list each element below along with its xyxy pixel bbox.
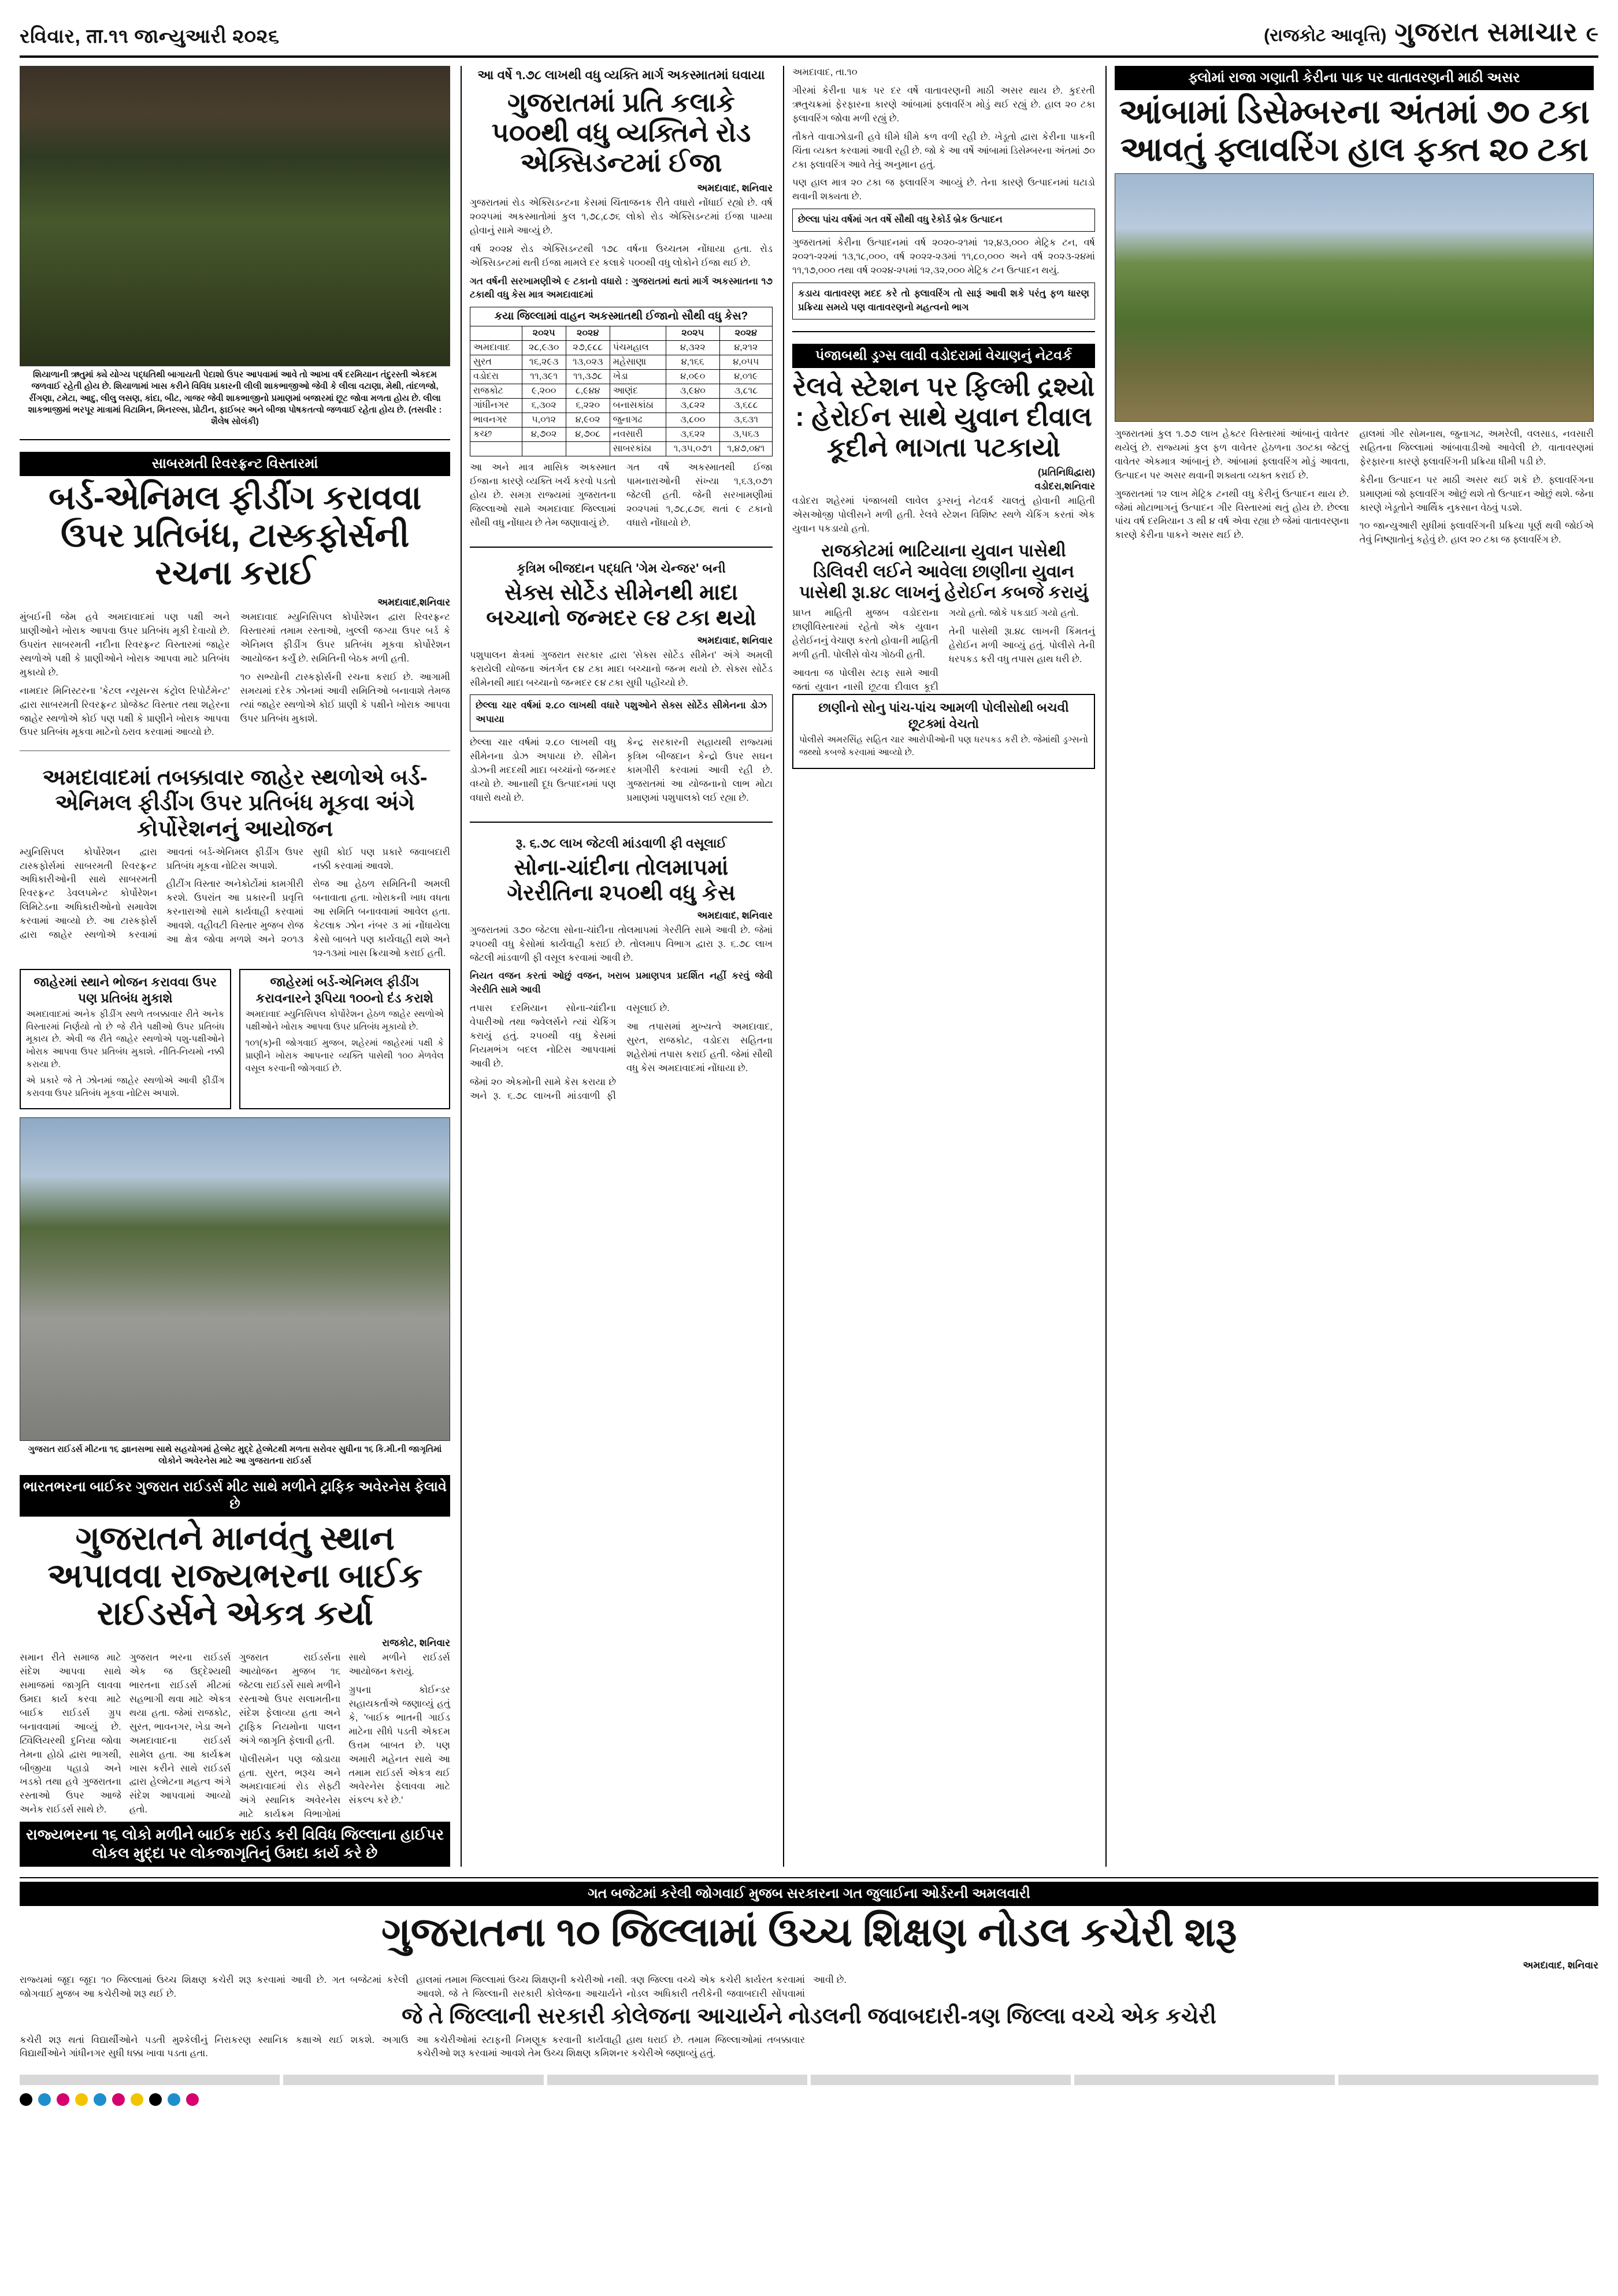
cell: સાબરકાંઠા [610,442,666,456]
cell: મહેસાણા [610,355,666,370]
article-subhead: છેલ્લા પાંચ વર્ષમાં ગત વર્ષે સૌથી વધુ રેકોર્ડ બ્રેક ઉત્પાદન [798,214,1003,225]
article-dateline: વડોદરા,શનિવાર [1034,481,1095,492]
col-header: ૨૦૨૪ [566,326,610,341]
article-footer-band: રાજ્યભરના ૧૬ લોકો મળીને બાઈક રાઈડ કરી વિવિધ જિલ્લાના હાઈપર લોકલ મુદ્દા પર લોકજાગૃતિનું ઉમદા કાર્ય કરે છે [20,1822,450,1867]
article-paragraph: વડોદરા શહેરમાં પંજાબથી લાવેલ ડ્રગ્સનું નેટવર્ક ચાલતું હોવાની માહિતી એસઓજી પોલીસને મળી હતી. રેલવે સ્ટેશન વિશિષ્ટ સ્થળે ચેકિંગ કરતાં એક યુવાન પકડાયો હતો. [792,496,1095,534]
article-paragraph: પ્રાપ્ત માહિતી મુજબ વડોદરાના છાણીવિસ્તારમાં રહેતો એક યુવાન હેરોઈનનું વેચાણ કરતો હોવાની માહિતી મળી હતી. પોલીસે વોચ ગોઠવી હતી. [792,607,938,660]
page-number: ૯ [1586,22,1598,46]
mango-highlight-box [792,209,1095,232]
article-paragraph: ગુજરાતમાં ૩૭૦ જેટલા સોના-ચાંદીના તોલમાપમાં ગેરરીતિ સામે આવી છે. જેમાં ૨૫૦થી વધુ કેસોમાં કાર્યવાહી કરાઈ છે. તોલમાપ વિભાગ દ્વારા રૂ. ૬.૭૮ લાખ જેટલી માંડવાળી ફી વસૂલ કરવામાં આવી છે. [470,924,773,963]
table-row [470,370,773,384]
article-paragraph: ગુજરાતમાં ૧૨ લાખ મેટ્રિક ટનથી વધુ કેરીનું ઉત્પાદન થાય છે. જેમાં મોટાભાગનું ઉત્પાદન ગીર વિસ્તારમાં થતું હોય છે. છેલ્લા પાંચ વર્ષ દરમિયાન ૩ થી ૪ વર્ષ એવા રહ્યા છે જેમાં વાતાવરણના કારણે કેરીના પાકને અસર થઈ છે. [1115,488,1349,541]
col-header: ૨૦૨૪ [719,326,772,341]
cell: ૩,૬૨૨ [666,428,719,442]
riders-photo-block [20,1117,450,1467]
strip-segment [20,2075,280,2085]
vegetable-market-photo [20,66,450,366]
cell: ૬,૩૦૨ [522,399,566,413]
cell: ૪,૨૧૨ [719,341,772,355]
accident-table [470,326,773,456]
column-3 [783,66,1095,1867]
article-byline: અમદાવાદ,શનિવાર [377,597,450,608]
sidebox-title: જાહેરમાં સ્થાને ભોજન કરાવવા ઉપર પણ પ્રતિબંધ મુકાશે [34,975,217,1005]
article-kicker: કૃત્રિમ બીજદાન પદ્ધતિ 'ગેમ ચેન્જર' બની [517,560,726,575]
cell: ૧૧,૩૭૮ [566,370,610,384]
article-paragraph: સમાન રીતે સમાજ માટે સંદેશ આપવા સાથે સમાજમાં જાગૃતિ લાવવા ઉમદા કાર્ય કરવા માટે બાઈક રાઈડર્સ ગ્રુપ બનાવવામાં આવ્યું છે. ટ્વિલિયરથી દુનિયા જોવા તેમના હોઠો દ્વારા ભાગથી, બીજીયા પહાડો અને ખડકો તથા હવે ગુજરાતના રસ્તાઓ ઉપર આજે અનેક રાઈડર્સ સાથે છે. [20,1652,121,1815]
sidebox-title: જાહેરમાં બર્ડ-એનિમલ ફીડીંગ કરાવનારને રૂપિયા ૧૦૦નો દંડ કરાશે [255,975,433,1005]
column-4 [1105,66,1594,1867]
article-headline: સેક્સ સોર્ટેડ સીમેનથી માદા બચ્ચાનો જન્મદર ૯૪ ટકા થયો [486,580,756,630]
article-paragraph: ગુજરાત રાઈડર્સના આયોજન મુજબ ૧૬ જેટલા રાઈડર્સે સાથે મળીને રસ્તાઓ ઉપર સલામતીના સંદેશ ફેલાવ્યા હતા અને ટ્રાફિક નિયમોના પાલન અંગે જાગૃતિ ફેલાવી હતી. [239,1652,341,1746]
cell: ૩,૮૧૮ [719,384,772,399]
article-paragraph: ગત વર્ષે અકસ્માતથી ઈજા પામનારાઓની સંખ્યા ૧,૬૩,૦૭૧ જેટલી હતી. જેની સરખામણીમાં ૨૦૨૫માં ૧,૭૮,૮૭૬ થતાં ૯ ટકાનો વધારો નોંધાયો છે. [626,462,773,529]
cell [566,442,610,456]
heroin-sub-box [792,694,1095,768]
cell: ૩,૯૪૦ [666,384,719,399]
article-headline: બર્ડ-એનિમલ ફીડીંગ કરાવવા ઉપર પ્રતિબંધ, ટાસ્કફોર્સની રચના કરાઈ [49,479,421,592]
article-paragraph: વર્ષ ૨૦૨૪ રોડ એક્સિડન્ટથી ૧૭૮ વર્ષના ઉચ્ચતમ નોંધાયા હતા. રોડ એક્સિડન્ટમાં થતી ઈજા મામલે દર કલાકે ૫૦૦થી વધુ લોકોને ઈજા થઈ છે. [470,243,773,268]
article-mango-flowering-continued [792,66,1095,319]
cell: નવસારી [610,428,666,442]
cell: આણંદ [610,384,666,399]
article-paragraph: ગ્રુપના કોઈન્ડર સહાયકર્તાએ જણાવ્યું હતું કે, 'બાઈક ભાતની ગાઈડ માટેના સીધે પડતી એકદમ ઉત્તમ બાબત છે. પણ અમારી મહેનત સાથે આ તમામ રાઈડર્સ એકત્ર થઈ અવેરનેસ ફેલાવવા માટે સંકલ્પ કરે છે.' [348,1685,450,1806]
cell: ૪,૭૦૮ [566,428,610,442]
sidebox-paragraph: અમદાવાદ મ્યુનિસિપલ કોર્પોરેશન હેઠળ જાહેર સ્થળોએ પક્ષીઓને ખોરાક આપવા ઉપર પ્રતિબંધ મૂકાયો છે. [245,1009,444,1032]
sidebox-paragraph: અમદાવાદમાં અનેક ફીડીંગ સ્થળે તબક્કાવાર રીતે અનેક વિસ્તારમાં નિર્ણયો તો છે જે રીતે પક્ષીઓ ઉપર પ્રતિબંધ મૂકાય છે. એવી જ રીતે જાહેર સ્થળોએ પશુ-પક્ષીઓને ખોરાક આપવા ઉપર પ્રતિબંધ મુકાશે. નીતિ-નિયમો નક્કી કરાયા છે. [26,1009,225,1069]
article-paragraph: કેરીના ઉત્પાદન પર માઠી અસર થઈ શકે છે. ફ્લાવરિંગના પ્રમાણમાં જો ફ્લાવરિંગ ઓછું થશે તો ઉત્પાદન ઓછું થશે. જેના કારણે ખેડૂતોને આર્થિક નુકસાન વેઠવું પડશે. [1359,474,1594,513]
article-paragraph: ગુજરાતમાં કુલ ૧.૭૭ લાખ હેક્ટર વિસ્તારમાં આંબાનું વાવેતર થયેલું છે. રાજ્યમાં કુલ ફળ વાવેતર હેઠળના ૩૦ટકા જેટલું વાવેતર એકમાત્ર આંબાનું છે. આંબામાં ફ્લાવરિંગ મોડું આવતા, ઉત્પાદન પર અસર થવાની શક્યતા વ્યક્ત કરાઈ છે. [1115,428,1349,481]
cell: પંચમહાલ [610,341,666,355]
registration-dot [20,2093,32,2106]
article-paragraph: છેલ્લા ચાર વર્ષમાં ૨.૮૦ લાખથી વધુ સીમેનના ડોઝ અપાયા છે. સીમેન ડોઝની મદદથી માદા બચ્ચાંનો જન્મદર વધ્યો છે. આનાથી દૂધ ઉત્પાદનમાં પણ વધારો થયો છે. [470,737,616,804]
article-headline: સોના-ચાંદીના તોલમાપમાં ગેરરીતિના ૨૫૦થી વધુ કેસ [507,855,736,905]
registration-dot [112,2093,125,2106]
article-bike-riders [20,1475,450,1867]
article-paragraph: ગીરમાં કેરીના પાક પર દર વર્ષે વાતાવરણની માઠી અસર થાય છે. કુદરતી ઋતુચક્રમાં ફેરફારના કારણે આંબામાં ફ્લાવરિંગ મોડું થઈ રહ્યું છે. હાલ ૨૦ ટકા ફ્લાવરિંગ જોવા મળી રહ્યું છે. [792,85,1095,124]
article-headline: ગુજરાતમાં પ્રતિ કલાકે ૫૦૦થી વધુ વ્યક્તિને રોડ એક્સિડન્ટમાં ઈજા [491,87,751,178]
cell: ભાવનગર [470,413,522,428]
cell: ૨૮,૯૩૦ [522,341,566,355]
cell: ૪,૦૯૦ [666,370,719,384]
article-paragraph: આવતા જ પોલીસ સ્ટાફ સામે આવી જતાં યુવાન નાસી છૂટવા દીવાલ કૂદી ગયો હતો. જોકે પકડાઈ ગયો હતો. [792,607,1079,692]
table-row [470,442,773,456]
cell: ૧,૩૫,૦૭૧ [666,442,719,456]
article-paragraph: નામદાર મિનિસ્ટરના 'કેટલ ન્યૂસન્સ કંટ્રોલ રિપોર્ટમેન્ટ' દ્વારા સાબરમતી રિવરફ્રન્ટ પ્રોજેક્ટ વિસ્તાર તથા શહેરના જાહેર સ્થળોએ કોઈ પણ પક્ષી કે પ્રાણીને ખોરાક આપવા ઉપર પ્રતિબંધ મૂકવા માટેનો ઠરાવ કરવામાં આવ્યો છે. [20,685,230,738]
article-kicker: ભારતભરના બાઈકર ગુજરાત રાઈડર્સ મીટ સાથે મળીને ટ્રાફિક અવેરનેસ ફેલાવે છે [20,1475,450,1517]
strip-segment [1074,2075,1334,2085]
masthead [20,16,1598,58]
article-byline: અમદાવાદ, શનિવાર [1523,1959,1598,1971]
article-headline: ગુજરાતના ૧૦ જિલ્લામાં ઉચ્ચ શિક્ષણ નોડલ કચેરી શરૂ [381,1909,1237,1955]
article-road-accidents [470,66,773,535]
edition-label: (રાજકોટ આવૃત્તિ) [1264,26,1387,45]
col-header: ૨૦૨૫ [666,326,719,341]
strip-segment [547,2075,807,2085]
registration-dot [38,2093,51,2106]
article-subhead: ગત વર્ષની સરખામણીએ ૯ ટકાનો વધારો : ગુજરાતમાં થતાં માર્ગ અકસ્માતના ૧૭ ટકાથી વધુ કેસ માત્ર અમદાવાદમાં [470,276,773,300]
cell: ૩,૫૬૩ [719,428,772,442]
article-paragraph: આ તપાસમાં મુખ્યત્વે અમદાવાદ, સુરત, રાજકોટ, વડોદરા સહિતના શહેરોમાં તપાસ કરાઈ હતી. જેમાં સૌથી વધુ કેસ અમદાવાદમાં નોંધાયા છે. [626,1021,773,1073]
article-headline: રેલવે સ્ટેશન પર ફિલ્મી દ્રશ્યો : હેરોઈન સાથે યુવાન દીવાલ કૂદીને ભાગતા પટકાયો [792,371,1095,462]
cell: બનાસકાંઠા [610,399,666,413]
registration-dot [94,2093,106,2106]
cell: ૩,૮૨૨ [666,399,719,413]
article-paragraph: અમદાવાદ, તા.૧૦ [792,67,858,77]
mango-orchard-photo [1115,173,1594,422]
article-byline: અમદાવાદ, શનિવાર [697,634,773,646]
article-headline: આંબામાં ડિસેમ્બરના અંતમાં ૭૦ ટકા આવતું ફ્લાવરિંગ હાલ ફક્ત ૨૦ ટકા [1119,93,1590,168]
article-paragraph: મુંબઈની જેમ હવે અમદાવાદમાં પણ પક્ષી અને પ્રાણીઓને ખોરાક આપવા ઉપર પ્રતિબંધ મૂકી દેવાયો છે. ઉપરાંત સાબરમતી નદીના રિવરફ્રન્ટ વિસ્તારમાં જાહેર સ્થળોએ પક્ષી કે પ્રાણીઓને ખોરાક આપવા માટે પ્રતિબંધ મુકાયો છે. [20,612,230,678]
article-mango-flowering [1115,66,1594,549]
article-subhead: નિયત વજન કરતાં ઓછું વજન, ખરાબ પ્રમાણપત્ર પ્રદર્શિત નહીં કરવું જેવી ગેરરીતિ સામે આવી [470,971,773,995]
bike-riders-caption: ગુજરાત રાઈડર્સ મીટના ૧૬ જ્ઞાનસભા સાથે સહયોગમાં હેલ્મેટ મુદ્દે હેલ્મેટથી મળતા સરોવર સુધીના ૧૬ કિ.મી.ની જાગૃતિમાં લોકોને અવેરનેસ માટે આ ગુજરાતના રાઈડર્સ [28,1444,442,1466]
sidebox-public-feeding [20,969,231,1109]
column-2 [461,66,773,1867]
article-highlight-box [470,694,773,731]
cell: કચ્છ [470,428,522,442]
article-paragraph: કચેરી શરૂ થતાં વિદ્યાર્થીઓને પડતી મુશ્કેલીનું નિરાકરણ સ્થાનિક કક્ષાએ થઈ શકશે. અગાઉ વિદ્યાર્થીઓને ગાંધીનગર સુધી ધક્કા ખાવા પડતા હતા. [20,2034,409,2059]
article-paragraph: પોલીસમેન પણ જોડાયા હતા. સુરત, ભરૂચ અને અમદાવાદમાં રોડ સેફ્ટી અંગે સ્થાનિક અવેરનેસ માટે કાર્યક્રમ વિભાગોમાં સાથે મળીને રાઈડર્સ આયોજન કરાયું. [239,1652,450,1820]
article-paragraph: પણ હાલ માત્ર ૨૦ ટકા જ ફ્લાવરિંગ આવ્યું છે. તેના કારણે ઉત્પાદનમાં ઘટાડો થવાની શક્યતા છે. [792,177,1095,202]
strip-segment [811,2075,1071,2085]
cell: સુરત [470,355,522,370]
cell: ૪,૦૧૯ [719,370,772,384]
strip-segment [1338,2075,1598,2085]
article-paragraph: જેમાં ૨૦ એકમોની સામે કેસ કરાયા છે અને રૂ. ૬.૭૮ લાખની માંડવાળી ફી વસૂલાઈ છે. [470,1003,670,1101]
col-header [610,326,666,341]
table-row [470,355,773,370]
cell: ૩,૮૦૦ [666,413,719,428]
table-row [470,341,773,355]
cell: ૪,૦૫૫ [719,355,772,370]
sidebox-title: છાણીનો સોનુ પાંચ-પાંચ આમળી પોલીસોથી બચવી છૂટક્માં વેચતો [818,700,1069,731]
mango-note-box [792,283,1095,319]
article-paragraph: પશુપાલન ક્ષેત્રમાં ગુજરાત સરકાર દ્વારા 'સેક્સ સોર્ટેડ સીમેન' અંગે અમલી કરાયેલી યોજના અંતર્ગત ૯૪ ટકા માદા બચ્ચાનો જન્મ થયો છે. સેક્સ સોર્ટેડ સીમેનથી માદા બચ્ચાનો જન્મદર ૯૪ ટકા સુધી પહોંચ્યો છે. [470,649,773,688]
article-byline: અમદાવાદ, શનિવાર [697,182,773,194]
article-kicker: રૂ. ૬.૭૮ લાખ જેટલી માંડવાળી ફી વસૂલાઈ [515,835,727,850]
cell: ૮,૯૪૪ [566,384,610,399]
article-paragraph: તૌકતે વાવાઝોડાની હવે ધીમે ધીમે કળ વળી રહી છે. ખેડૂતો દ્વારા કેરીના પાકની ચિંતા વ્યક્ત કરવામાં આવી રહી છે. જો કે આ વર્ષે આંબામાં ડિસેમ્બરના અંતમાં ૭૦ ટકા ફ્લાવરિંગ આવે તેવું અનુમાન હતું. [792,131,1095,170]
registration-dot [186,2093,199,2106]
column-1 [20,66,450,1867]
article-paragraph: હીટીંગ વિસ્તાર અનેકોર્ટોમાં કામગીરી કરશે. ઉપરાંત આ પ્રકારની પ્રવૃત્તિ કરનારાઓ સામે કાર્યવાહી કરવામાં આવશે. વહીવટી વિસ્તાર મુજબ રોજ આ ક્ષેત્ર જોવા મળશે અને ૨૦૧૩ સુધી કોઈ પણ પ્રકારે જવાબદારી નક્કી કરવામાં આવશે. [166,846,450,945]
cell: જુનાગઢ [610,413,666,428]
page-grid [20,66,1598,1867]
article-paragraph: મ્યુનિસિપલ કોર્પોરેશન દ્વારા ટાસ્કફોર્સમાં સાબરમતી રિવરફ્રન્ટ અધિકારીઓની સાથે સાબરમતી રિવરફ્રન્ટ ડેવલપમેન્ટ કોર્પોરેશન લિમિટેડના અધિકારીઓનો સમાવેશ કરવામાં આવ્યો છે. આ ટાસ્કફોર્સ દ્વારા જાહેર સ્થળોએ કરવામાં આવતાં બર્ડ-એનિમલ ફીડીંગ ઉપર પ્રતિબંધ મૂકવા નોટિસ અપાશે. [20,846,304,941]
article-higher-education-nodal [20,1877,1598,2061]
registration-dot [149,2093,162,2106]
article-headline: અમદાવાદમાં તબક્કાવાર જાહેર સ્થળોએ બર્ડ-એનિમલ ફીડીંગ ઉપર પ્રતિબંધ મૂકવા અંગે કોર્પોરેશનનું આયોજન [42,766,428,841]
table-row [470,428,773,442]
date-line: રવિવાર, ता.૧૧ જાન્યુઆરી ૨૦૨૬ [20,25,280,47]
cell: વડોદરા [470,370,522,384]
strip-segment [283,2075,543,2085]
table-row [470,326,773,341]
article-paragraph: રોજ આ હેઠળ સમિતિની અમલી બનાવાતા હતા. ખોરાકની ખાધ વધતા આ સમિતિ બનાવવામાં આવેલ હતા. કેટલાક ઝોન નંબર ૩ માં નોંધાયેલા કેસો બાબતે પણ કાર્યવાહી થશે અને ૧૨-૧૩માં ખાસ ક્રિયાઓ કરાઈ હતી. [313,879,450,959]
registration-dot [168,2093,180,2106]
article-subhead: કડાય વાતાવરણ મદદ કરે તો ફ્લાવરિંગ તો સારૂં આવી શકે પરંતુ ફળ ધારણ પ્રક્રિયા સમયે પણ વાતાવરણનો મહત્વનો ભાગ [798,288,1089,313]
cell [470,442,522,456]
cell: ૩,૬૮૮ [719,399,772,413]
article-riverfront-ban [20,452,450,740]
article-phasewise-ban [20,762,450,961]
cell: ૫,૦૧૨ [522,413,566,428]
bike-riders-photo [20,1117,450,1441]
article-paragraph: ગુજરાતમાં રોડ એક્સિડન્ટના કેસમાં ચિંતાજનક રીતે વધારો નોંધાઈ રહ્યો છે. વર્ષ ૨૦૨૫માં અકસ્માતોમાં કુલ ૧,૭૮,૮૭૬ લોકો રોડ એક્સિડન્ટમાં ઈજા પામ્યા હોવાનું સામે આવ્યું છે. [470,197,773,236]
sidebox-paragraph: ૧૦૧(ક)ની જોગવાઈ મુજબ, શહેરમાં જાહેરમાં પક્ષી કે પ્રાણીને ખોરાક આપનાર વ્યક્તિ પાસેથી ૧૦૦ મેળવેલ વસૂલ કરવાની જોગવાઈ છે. [245,1038,444,1073]
cell: ૪,૭૦૨ [522,428,566,442]
article-paragraph: ૧૦ સભ્યોની ટાસ્કફોર્સની રચના કરાઈ છે. આગામી સમયમાં દરેક ઝોનમાં આવી સમિતિઓ બનાવાશે તેમજ ત્યાં જાહેર સ્થળોએ કોઈ પ્રાણી કે પક્ષીને ખોરાક આપવા ઉપર પ્રતિબંધ મુકાશે. [240,671,450,724]
article-paragraph: રાજ્યમાં જૂદા જૂદા ૧૦ જિલ્લામાં ઉચ્ચ શિક્ષણ કચેરી શરૂ કરવામાં આવી છે. ગત બજેટમાં કરેલી જોગવાઈ મુજબ આ કચેરીઓ શરૂ થઈ છે. [20,1974,409,1999]
registration-strip [20,2072,1598,2087]
article-subhead: રાજકોટમાં ભાટિયાના યુવાન પાસેથી ડિલિવરી લઈને આવેલા છાણીના યુવાન પાસેથી રૂા.૪૮ લાખનું હેરોઈન કબજે કરાયું [799,541,1089,602]
market-photo-block [20,66,450,428]
article-paragraph: આ અને માત્ર માસિક અકસ્માત ઈજાના કારણે વ્યક્તિ ખર્ચ કરવો પડતો હોય છે. સમગ્ર રાજ્યમાં ગુજરાતના જિલ્લાઓ સામે અમદાવાદ જિલ્લામાં સૌથી વધુ નોંધાય છે તેમ જણાવાયું છે. [470,462,616,529]
article-gold-silver-weights [470,834,773,1104]
article-paragraph: તેની પાસેથી રૂા.૪૮ લાખની કિંમતનું હેરોઈન મળી આવ્યું હતું. પોલીસે તેની ધરપકડ કરી વધુ તપાસ હાથ ધરી છે. [949,626,1095,664]
article-byline: અમદાવાદ, શનિવાર [697,909,773,921]
cell: અમદાવાદ [470,341,522,355]
color-registration-dots [20,2093,1598,2106]
article-heroin-vadodara [792,344,1095,769]
table-row [470,399,773,413]
article-paragraph: ૧૦ જાન્યુઆરી સુધીમાં ફ્લાવરિંગની પ્રક્રિયા પૂર્ણ થવી જોઈએ તેવું નિષ્ણાતોનું કહેવું છે. હાલ ૨૦ ટકા જ ફ્લાવરિંગ છે. [1359,521,1594,545]
cell: ૯,૨૦૦ [522,384,566,399]
article-paragraph: હાલમાં તમામ જિલ્લામાં ઉચ્ચ શિક્ષણની કચેરીઓ નથી. ત્રણ જિલ્લા વચ્ચે એક કચેરી કાર્યરત કરવામાં આવશે. જે તે જિલ્લાની સરકારી કોલેજના આચાર્યને નોડલ અધિકારી તરીકેની જવાબદારી સોંપવામાં આવી છે. [416,1974,847,1999]
article-byline: (પ્રતિનિધિદ્વારા) [1038,467,1095,478]
article-kicker: પંજાબથી ડ્રગ્સ લાવી વડોદરામાં વેચાણનું નેટવર્ક [792,344,1095,368]
table-row [470,413,773,428]
article-paragraph: કેન્દ્ર સરકારની સહાયથી રાજ્યમાં કૃત્રિમ બીજદાન કેન્દ્રો ઉપર સઘન કામગીરી કરવામાં આવી રહી છે. ગુજરાતમાં આ યોજનાનો લાભ મોટા પ્રમાણમાં પશુપાલકો લઈ રહ્યા છે. [626,737,773,804]
article-byline: રાજકોટ, શનિવાર [382,1637,450,1649]
col-header [470,326,522,341]
article-sex-sorted-semen [470,559,773,810]
article-kicker: ફ્લોમાં રાજા ગણાતી કેરીના પાક પર વાતાવરણની માઠી અસર [1115,66,1594,90]
article-paragraph: આ કચેરીઓમાં સ્ટાફની નિમણૂક કરવાની કાર્યવાહી હાથ ધરાઈ છે. તમામ જિલ્લાઓમાં તબક્કાવાર કચેરીઓ શરૂ કરવામાં આવશે તેમ ઉચ્ચ શિક્ષણ કમિશનર કચેરીએ જણાવ્યું હતું. [416,2034,805,2059]
article-headline: ગુજરાતને માનવંતુ સ્થાન અપાવવા રાજ્યભરના બાઈક રાઈડર્સને એકત્ર કર્યા [47,1519,422,1633]
sidebar-twin-boxes [20,969,450,1109]
article-paragraph: તપાસ દરમિયાન સોના-ચાંદીના વેપારીઓ તથા જ્વેલર્સને ત્યાં ચેકિંગ કરાયું હતું. ૨૫૦થી વધુ કેસમાં નિયમભંગ બદલ નોટિસ આપવામાં આવી છે. [470,1003,616,1069]
table-row [470,384,773,399]
cell: ૩,૬૩૧ [719,413,772,428]
cell: ૪,૯૦૨ [566,413,610,428]
vegetable-market-caption: શિયાળાની ઋતુમાં ક્યે યોગ્ય પદ્ધતિથી બાગાયતી પેદાશો ઉપર આપવામાં આવે તો આખા વર્ષ દરમિયાન તંદુરસ્તી એકદમ જળવાઈ રહેતી હોય છે. શિયાળામાં ખાસ કરીને વિવિધ પ્રકારની લીલી શાકભાજીઓ જેવી કે લીલા વટાણા, મેથી, તાંદળજો, રીંગણા, ટમેટા, આદુ, લીલુ લસણ, કાંદા, બીટ, ગાજર જેવી શાકભાજીનો પ્રમાણમાં બજારમાં છૂટ જોવા મળતા હોય છે. લીલા શાકભાજીમાં ભરપૂર માત્રામાં વિટામિન, મિનરલ્સ, પ્રોટીન, ફાઈબર અને બીજા પોષકતત્વો જળવાઈ રહેતા હોય છે. (તસવીર : શૈલેષ સોલંકી) [28,370,442,426]
article-paragraph: ગુજરાતમાં કેરીના ઉત્પાદનમાં વર્ષ ૨૦૨૦-૨૧માં ૧૨,૪૩,૦૦૦ મેટ્રિક ટન, વર્ષ ૨૦૨૧-૨૨માં ૧૩,૧૮,૦૦૦, વર્ષ ૨૦૨૨-૨૩માં ૧૧,૮૦,૦૦૦ અને વર્ષ ૨૦૨૩-૨૪માં ૧૧,૧૭,૦૦૦ તથા વર્ષ ૨૦૨૪-૨૫માં ૧૨,૩૨,૦૦૦ મેટ્રિક ટન ઉત્પાદન થયું. [792,237,1095,276]
cell: રાજકોટ [470,384,522,399]
registration-dot [57,2093,69,2106]
cell: ૬,૨૨૦ [566,399,610,413]
cell: ૧૩,૦૨૩ [566,355,610,370]
sidebox-fine-amount [239,969,451,1109]
cell: ૪,૧૬૬ [666,355,719,370]
article-subhead: છેલ્લા ચાર વર્ષમાં ૨.૮૦ લાખથી વધારે પશુઓને સેક્સ સોર્ટેડ સીમેનના ડોઝ અપાયા [476,700,767,725]
cell: ૪,૩૨૨ [666,341,719,355]
accident-table-title: કયા જિલ્લામાં વાહન અકસ્માતથી ઈજાનો સૌથી વધુ કેસ? [470,307,773,326]
sidebox-paragraph: એ પ્રકારે જે તે ઝોનમાં જાહેર સ્થળોએ આવી ફીડીંગ કરાવવા ઉપર પ્રતિબંધ મૂકવા નોટિસ અપાશે. [26,1076,225,1099]
cell: ૨૭,૯૮૮ [566,341,610,355]
article-kicker: ગત બજેટમાં કરેલી જોગવાઈ મુજબ સરકારના ગત જુલાઈના ઓર્ડરની અમલવારી [20,1882,1598,1906]
registration-dot [75,2093,88,2106]
cell [522,442,566,456]
article-paragraph: હાલમાં ગીર સોમનાથ, જુનાગઢ, અમરેલી, વલસાડ, નવસારી સહિતના જિલ્લામાં આંબાવાડીઓ આવેલી છે. વાતાવરણમાં ફેરફારના કારણે ફ્લાવરિંગની પ્રક્રિયા ધીમી પડી છે. [1359,428,1594,467]
sidebox-paragraph: પોલીસે અમરસિંહ સહિત ચાર આરોપીઓની પણ ધરપકડ કરી છે. જેમાંથી ડ્રગ્સનો જથ્થો કબજે કરવામાં આવ્યો છે. [799,735,1088,758]
cell: ૧૧,૩૯૧ [522,370,566,384]
article-kicker: સાબરમતી રિવરફ્રન્ટ વિસ્તારમાં [20,452,450,476]
article-paragraph: ગુજરાત ભરના રાઈડર્સ એક જ ઉદ્દેશ્યથી ભારતના રાઈડર્સ મીટમાં સહભાગી થવા માટે એકત્ર થયા હતા. જેમાં રાજકોટ, સુરત, ભાવનગર, ખેડા અને અમદાવાદના રાઈડર્સ સામેલ હતા. આ કાર્યક્રમ ખાસ કરીને સાથે રાઈડર્સ દ્વારા હેલ્મેટના મહત્વ અંગે સંદેશ આપવામાં આવ્યો હતો. [129,1652,231,1815]
col-header: ૨૦૨૫ [522,326,566,341]
cell: ગાંધીનગર [470,399,522,413]
article-subhead: જે તે જિલ્લાની સરકારી કોલેજના આચાર્યને નોડલની જવાબદારી-ત્રણ જિલ્લા વચ્ચે એક કચેરી [402,2004,1216,2029]
cell: ૧૬,૨૯૩ [522,355,566,370]
cell: ખેડા [610,370,666,384]
article-paragraph: અમદાવાદ મ્યુનિસિપલ કોર્પોરેશન દ્વારા રિવરફ્રન્ટ વિસ્તારમાં તમામ રસ્તાઓ, ખુલ્લી જગ્યા ઉપર બર્ડ કે એનિમલ ફીડીંગ ઉપર પ્રતિબંધ મૂકવા કોર્પોરેશન આયોજન કર્યું છે. સમિતિની બેઠક મળી હતી. [240,612,450,664]
registration-dot [131,2093,143,2106]
article-kicker: આ વર્ષે ૧.૭૮ લાખથી વધુ વ્યક્તિ માર્ગ અકસ્માતમાં ઘવાયા [477,68,765,82]
cell: ૧,૪૭,૦૪૧ [719,442,772,456]
paper-name: ગુજરાત સમાચાર [1394,17,1578,47]
